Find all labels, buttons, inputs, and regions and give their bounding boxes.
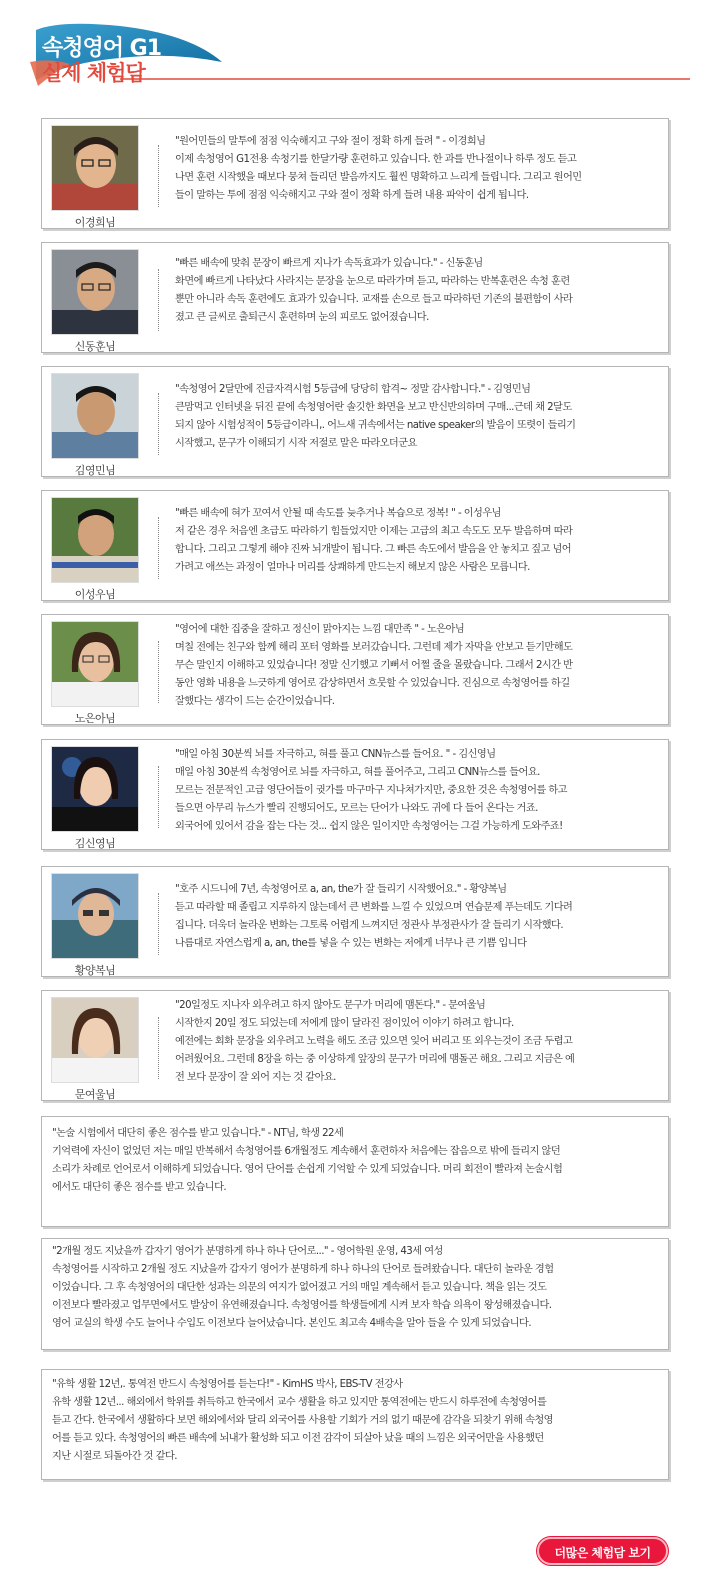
testimonial-line: 영어 교실의 학생 수도 늘어나 수입도 이전보다 늘어났습니다. 본인도 최고속 4배속을 알아 들을 수 있게 되었습니다. — [52, 1318, 532, 1329]
avatar — [51, 373, 139, 459]
testimonial-text — [175, 381, 660, 453]
reviewer-name: 김영민님 — [74, 464, 116, 477]
reviewer-name: 이경희님 — [74, 216, 116, 229]
reviewer-photo — [51, 621, 139, 726]
testimonial-line: 되지 않아 시험성적이 5등급이라니,. 어느새 귀속에서는 native speaker의 발음이 또렷이 들리기 — [175, 420, 576, 431]
text-testimonial-card — [41, 1116, 669, 1227]
reviewer-photo — [51, 873, 139, 978]
reviewer-name: 김신영님 — [74, 837, 116, 850]
testimonial-text — [175, 133, 660, 205]
reviewer-photo — [51, 746, 139, 851]
avatar — [51, 873, 139, 959]
text-testimonial-card — [41, 1369, 669, 1480]
testimonial-line: 무슨 말인지 이해하고 있었습니다! 정말 신기했고 기뻐서 어쩔 줄을 몰랐습니다. 그래서 2시간 반 — [175, 660, 573, 671]
testimonial-line: 속청영어를 시작하고 2개월 정도 지났을까 갑자기 영어가 분명하게 하나 하나의 단어로 들려왔습니다. 대단히 놀라운 경험 — [52, 1264, 554, 1275]
testimonial-text — [52, 1243, 660, 1333]
reviewer-name: 노은아님 — [74, 712, 116, 725]
testimonial-quote: "원어민들의 말투에 점점 익숙해지고 구와 절이 정확 하게 들려 " - 이경희님 — [175, 136, 486, 147]
text-testimonial-card — [41, 1238, 669, 1350]
testimonial-line: 졌고 큰 글씨로 출퇴근시 훈련하며 눈의 피로도 없어졌습니다. — [175, 312, 429, 323]
testimonial-line: 잘했다는 생각이 드는 순간이었습니다. — [175, 696, 335, 707]
testimonial-line: 화면에 빠르게 나타났다 사라지는 문장을 눈으로 따라가며 듣고, 따라하는 반복훈련은 속청 훈련 — [175, 276, 570, 287]
dotted-divider — [158, 145, 159, 207]
testimonial-line: 시작했고, 문구가 이해되기 시작 저절로 말은 따라오더군요 — [175, 438, 417, 449]
testimonial-line: 소리가 차례로 언어로서 이해하게 되었습니다. 영어 단어를 손쉽게 기억할 수 있게 되었습니다. 머리 회전이 빨라져 논술시험 — [52, 1164, 563, 1175]
testimonial-line: 이었습니다. 그 후 속청영어의 대단한 성과는 의문의 여지가 없어졌고 거의 매일 계속해서 듣고 있습니다. 책을 읽는 것도 — [52, 1282, 547, 1293]
testimonial-line: 시작한지 20일 정도 되었는데 저에게 많이 달라진 점이있어 이야기 하려고 합니다. — [175, 1018, 514, 1029]
testimonial-quote: "2개월 정도 지났을까 갑자기 영어가 분명하게 하나 하나 단어로..." - 영어학원 운영, 43세 여성 — [52, 1246, 443, 1257]
testimonial-line: 가려고 애쓰는 과정이 얼마나 머리를 상쾌하게 만드는지 해보지 않은 사람은 모릅니다. — [175, 562, 530, 573]
avatar — [51, 621, 139, 707]
dotted-divider — [158, 393, 159, 455]
testimonial-line: 나름대로 자연스럽게 a, an, the를 넣을 수 있는 변화는 저에게 너무나 큰 기쁨 입니다 — [175, 938, 527, 949]
dotted-divider — [158, 766, 159, 828]
testimonial-quote: "호주 시드니에 7년, 속청영어로 a, an, the가 잘 들리기 시작했어요." - 황양복님 — [175, 884, 507, 895]
reviewer-name: 문여울님 — [74, 1088, 116, 1101]
testimonial-line: 합니다. 그리고 그렇게 해야 진짜 뇌개발이 됩니다. 그 빠른 속도에서 발음을 안 놓치고 짚고 넘어 — [175, 544, 572, 555]
reviewer-photo — [51, 373, 139, 478]
testimonial-line: 모르는 전문적인 고급 영단어들이 귓가를 마구마구 지나쳐가지만, 중요한 것은 속청영어를 하고 — [175, 785, 567, 796]
testimonial-quote: "빠른 배속에 혀가 꼬여서 안될 때 속도를 늦추거나 복습으로 정복! " - 이성우님 — [175, 508, 501, 519]
avatar — [51, 125, 139, 211]
reviewer-name: 신동훈님 — [74, 340, 116, 353]
testimonial-card — [41, 614, 669, 725]
testimonial-quote: "20일정도 지나자 외우려고 하지 않아도 문구가 머리에 맴돈다." - 문여울님 — [175, 1000, 486, 1011]
testimonial-card — [41, 366, 669, 477]
dotted-divider — [158, 893, 159, 955]
testimonial-line: 이전보다 빨라졌고 업무면에서도 발상이 유연해졌습니다. 속청영어를 학생들에게 시켜 보자 학습 의욕이 왕성해졌습니다. — [52, 1300, 552, 1311]
testimonial-card — [41, 490, 669, 601]
testimonial-text — [175, 255, 660, 327]
reviewer-name: 황양복님 — [74, 964, 116, 977]
testimonial-line: 며칠 전에는 친구와 함께 해리 포터 영화를 보러갔습니다. 그런데 제가 자막을 안보고 듣기만해도 — [175, 642, 573, 653]
reviewer-photo — [51, 997, 139, 1102]
testimonial-line: 집니다. 더욱더 놀라운 변화는 그토록 어렵게 느껴지던 정관사 부정관사가 잘 들리기 시작했다. — [175, 920, 564, 931]
testimonial-quote: "논술 시험에서 대단히 좋은 점수를 받고 있습니다." - NT님, 학생 22세 — [52, 1128, 344, 1139]
testimonial-line: 큰맘먹고 인터넷을 뒤진 끝에 속청영어란 솔깃한 화면을 보고 반신반의하며 구매...근데 채 2달도 — [175, 402, 572, 413]
testimonial-text — [175, 505, 660, 577]
testimonial-card — [41, 990, 669, 1101]
testimonial-text — [52, 1376, 660, 1466]
avatar — [51, 997, 139, 1083]
testimonial-line: 외국어에 있어서 감을 잡는 다는 것... 쉽지 않은 일이지만 속청영어는 그걸 가능하게 도와주죠! — [175, 821, 563, 832]
testimonial-card — [41, 866, 669, 977]
testimonial-line: 이제 속청영어 G1전용 속청기를 한달가량 훈련하고 있습니다. 한 과를 반나절이나 하루 정도 듣고 — [175, 154, 577, 165]
testimonial-line: 듣고 따라할 때 졸립고 지루하지 않는데서 큰 변화를 느낄 수 있었으며 연습문제 푸는데도 기다려 — [175, 902, 573, 913]
dotted-divider — [158, 269, 159, 331]
testimonial-line: 저 같은 경우 처음엔 초급도 따라하기 힘들었지만 이제는 고급의 최고 속도도 모두 발음하며 따라 — [175, 526, 573, 537]
testimonial-quote: "빠른 배속에 맞춰 문장이 빠르게 지나가 속독효과가 있습니다." - 신동훈님 — [175, 258, 483, 269]
testimonial-line: 매일 아침 30분씩 속청영어로 뇌를 자극하고, 혀를 풀어주고, 그리고 CNN뉴스를 들어요. — [175, 767, 540, 778]
testimonial-line: 뿐만 아니라 속독 훈련에도 효과가 있습니다. 교재를 손으로 들고 따라하던 기존의 불편함이 사라 — [175, 294, 573, 305]
testimonial-text — [175, 621, 660, 711]
testimonial-line: 지난 시절로 되돌아간 것 같다. — [52, 1451, 177, 1462]
testimonial-quote: "영어에 대한 집중을 잘하고 정신이 맑아지는 느낌 대만족 " - 노은아님 — [175, 624, 465, 635]
testimonial-line: 예전에는 회화 문장을 외우려고 노력을 해도 조금 있으면 잊어 버리고 또 외우는것이 조금 두렵고 — [175, 1036, 573, 1047]
dotted-divider — [158, 1017, 159, 1079]
testimonial-line: 들이 말하는 투에 점점 익숙해지고 구와 절이 정확 하게 들려 내용 파악이 쉽게 됩니다. — [175, 190, 529, 201]
testimonial-text — [175, 746, 660, 836]
testimonial-line: 어려웠어요. 그런데 8장을 하는 중 이상하게 앞장의 문구가 머리에 맴돌곤 해요. 그리고 지금은 예 — [175, 1054, 575, 1065]
dotted-divider — [158, 641, 159, 703]
testimonial-line: 기억력에 자신이 없었던 저는 매일 반복해서 속청영어를 6개월정도 계속해서 훈련하자 처음에는 잡음으로 밖에 들리지 않던 — [52, 1146, 561, 1157]
reviewer-photo — [51, 497, 139, 602]
avatar — [51, 249, 139, 335]
testimonial-line: 나면 훈련 시작했을 때보다 뭉쳐 들리던 발음까지도 훨씬 명확하고 느리게 들립니다. 그리고 원어민 — [175, 172, 582, 183]
avatar — [51, 497, 139, 583]
testimonial-card — [41, 118, 669, 229]
more-testimonials-button[interactable]: 더많은 체험담 보기 — [537, 1537, 668, 1565]
testimonial-line: 들으면 아무리 뉴스가 빨리 진행되어도, 모르는 단어가 나와도 귀에 다 들어 온다는 거죠. — [175, 803, 538, 814]
testimonial-line: 유학 생활 12년... 해외에서 학위를 취득하고 한국에서 교수 생활을 하고 있지만 통역전에는 반드시 하루전에 속청영어를 — [52, 1397, 547, 1408]
page-subtitle: 실제 체험담 — [42, 61, 145, 85]
testimonial-line: 에서도 대단히 좋은 점수를 받고 있습니다. — [52, 1182, 227, 1193]
dotted-divider — [158, 517, 159, 579]
testimonial-line: 어를 듣고 있다. 속청영어의 빠른 배속에 뇌내가 활성화 되고 이전 감각이 되살아 났을 때의 느낌은 외국어만을 사용했던 — [52, 1433, 544, 1444]
testimonial-line: 전 보다 문장이 잘 외어 지는 것 같아요. — [175, 1072, 336, 1083]
testimonial-text — [175, 997, 660, 1087]
page-header — [0, 0, 725, 90]
reviewer-photo — [51, 249, 139, 354]
testimonial-quote: "매일 아침 30분씩 뇌를 자극하고, 혀를 풀고 CNN뉴스를 들어요. " - 김신영님 — [175, 749, 496, 760]
testimonial-line: 듣고 간다. 한국에서 생활하다 보면 해외에서와 달리 외국어를 사용할 기회가 거의 없기 때문에 감각을 되찾기 위해 속청영 — [52, 1415, 553, 1426]
testimonial-text — [175, 881, 660, 953]
testimonial-card — [41, 242, 669, 353]
avatar — [51, 746, 139, 832]
page-title: 속청영어 G1 — [42, 36, 162, 61]
reviewer-photo — [51, 125, 139, 230]
testimonial-text — [52, 1125, 660, 1197]
testimonial-card — [41, 739, 669, 850]
testimonial-quote: "유학 생활 12년,. 통역전 반드시 속청영어를 듣는다!" - KimHS 박사, EBS-TV 전강사 — [52, 1379, 403, 1390]
testimonial-quote: "속청영어 2달만에 진급자격시험 5등급에 당당히 합격~ 정말 감사합니다." - 김영민님 — [175, 384, 531, 395]
reviewer-name: 이성우님 — [74, 588, 116, 601]
testimonial-line: 동안 영화 내용을 느긋하게 영어로 감상하면서 흐뭇할 수 있었습니다. 진심으로 속청영어를 하길 — [175, 678, 570, 689]
